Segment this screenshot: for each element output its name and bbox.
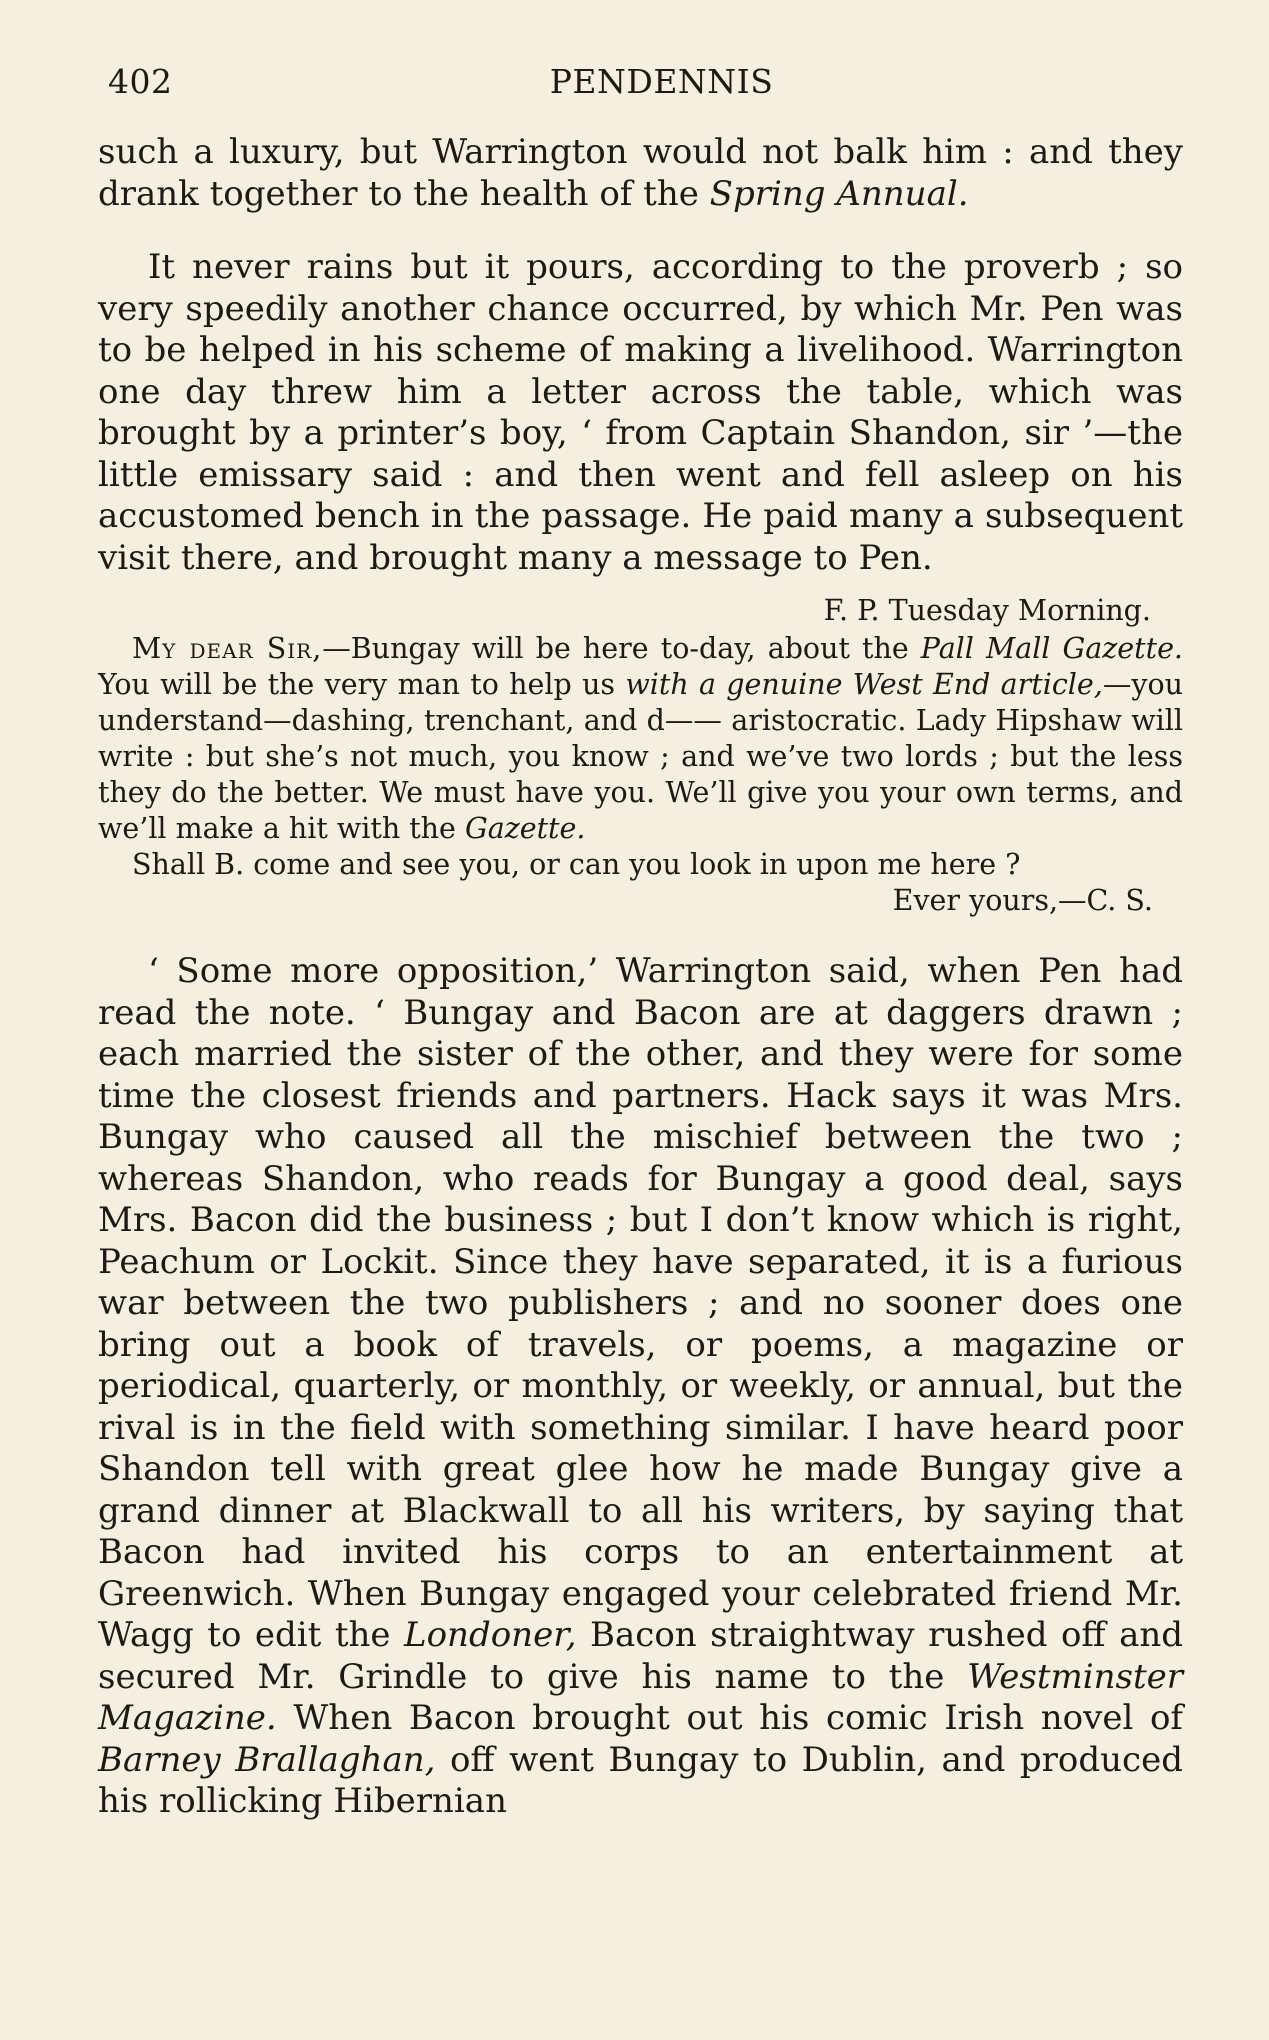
italic-phrase: with a genuine West End article, xyxy=(625,668,1103,701)
letter-text: —Bungay will be here to-day, about the xyxy=(322,632,921,665)
paragraph xyxy=(98,951,1183,1823)
paragraph-text: When Bacon brought out his comic Irish novel of xyxy=(276,1698,1183,1738)
paragraph: It never rains but it pours, according to the proverb ; so very speedily another chance occurred, by which Mr. Pen was to be helped in his scheme of making a livelihood. Warrington one day threw him a letter across the table, which was brought by a printer’s boy, ‘ from Captain Shandon, sir ’—the little emissary said : and then went and fell asleep on his accustomed bench in the passage. He paid many a subsequent visit there, and brought many a message to Pen. xyxy=(98,247,1183,578)
italic-title: Barney Brallaghan, xyxy=(98,1739,436,1780)
italic-title: Gazette. xyxy=(464,812,586,845)
paragraph-text: Bacon straightway rushed off and secured Mr. Grindle to give his name to the xyxy=(98,1615,1184,1697)
paragraph-text: ‘ Some more opposition,’ Warrington said, when Pen had read the note. ‘ Bungay and Bacon are at daggers drawn ; each married the sister of the other, and they were for some time the closest friends and partners. Hack says it was Mrs. Bungay who caused all the mischief between the two ; whereas Shandon, who reads for Bungay a good deal, says Mrs. Bacon did the business ; but I don’t know which is right, Peachum or Lockit. Since they have separated, it is a furious war between the two publishers ; and no sooner does one bring out a book of travels, or poems, a magazine or periodical, quarterly, or monthly, or weekly, or annual, but the rival is in the field with something similar. I have heard poor Shandon tell with great glee how he made Bungay give a grand dinner at Blackwall to all his writers, by saying that Bacon had invited his corps to an entertainment at Greenwich. When Bungay engaged your celebrated friend Mr. Wagg to edit the xyxy=(98,951,1183,1655)
paragraph-text: such a luxury, but Warrington would not balk him : and they drank together to the health of the xyxy=(98,132,1183,214)
letter-text: —you understand—dashing, trenchant, and d—— aristocratic. Lady Hipshaw will write : but she’s not much, you know ; and we’ve two lords ; but the less they do the better. We must have you. We’ll give you your own terms, and we’ll make a hit with the xyxy=(98,668,1183,845)
letter-dateline: F. P. Tuesday Morning. xyxy=(823,594,1151,627)
book-title: PENDENNIS xyxy=(549,62,774,101)
letter-body: Shall B. come and see you, or can you look in upon me here ? xyxy=(132,848,1021,881)
letter-body xyxy=(98,631,1183,847)
paragraph-continued xyxy=(98,132,1183,215)
letter-text: You will be the very man to help us xyxy=(98,668,626,701)
page-content xyxy=(98,132,1183,1823)
italic-title: Londoner, xyxy=(404,1615,577,1655)
paragraph-text: off went Bungay to Dublin, and produced his rollicking Hibernian xyxy=(98,1739,1183,1821)
italic-title: Westminster Magazine. xyxy=(98,1656,1183,1738)
page-number: 402 xyxy=(108,62,173,101)
italic-title: Spring Annual. xyxy=(709,173,969,214)
letter-salutation: My dear Sir, xyxy=(132,632,323,665)
letter-closing: Ever yours,—C. S. xyxy=(892,884,1153,917)
italic-title: Pall Mall Gazette. xyxy=(920,632,1183,665)
letter-block xyxy=(98,593,1183,919)
